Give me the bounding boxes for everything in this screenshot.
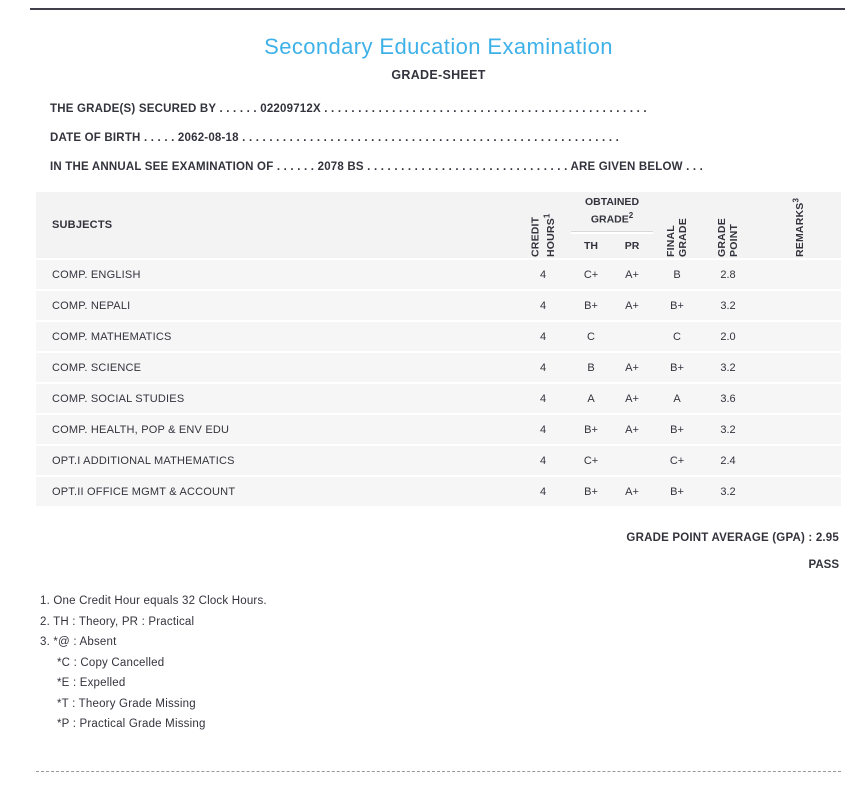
theory-grade-cell: B xyxy=(571,353,611,382)
practical-grade-cell xyxy=(611,446,653,475)
dots: . . . . . . xyxy=(219,103,257,115)
table-row xyxy=(36,353,841,382)
dots: . . . . . . . . . . . . . . . . . . . . . . . . . . . . . . . . . . . . . . . . . . . . . . . . xyxy=(324,103,647,115)
theory-grade-cell: C+ xyxy=(571,260,611,289)
remarks-cell xyxy=(755,477,841,506)
footnote-copy-cancelled: *C : Copy Cancelled xyxy=(57,656,165,669)
credit-hours-column-header xyxy=(515,192,571,258)
date-of-birth-label: DATE OF BIRTH xyxy=(50,132,141,144)
grades-table xyxy=(36,190,841,508)
dots: . . . . . . . . . . . . . . . . . . . . . . . . . . . . . . . . . . . . . . . . . . . . . . . . . . . . . . . . xyxy=(242,132,620,144)
final-grade-cell: B xyxy=(653,260,701,289)
practical-grade-cell: A+ xyxy=(611,260,653,289)
credit-hours-cell: 4 xyxy=(515,260,571,289)
subject-cell: COMP. HEALTH, POP & ENV EDU xyxy=(36,415,515,444)
remarks-cell xyxy=(755,322,841,351)
table-row xyxy=(36,477,841,506)
practical-grade-cell: A+ xyxy=(611,291,653,320)
subject-cell: COMP. MATHEMATICS xyxy=(36,322,515,351)
footnote-expelled: *E : Expelled xyxy=(57,677,126,689)
practical-grade-cell xyxy=(611,322,653,351)
theory-grade-cell: B+ xyxy=(571,415,611,444)
table-row xyxy=(36,415,841,444)
theory-grade-cell: B+ xyxy=(571,291,611,320)
grade-point-cell: 2.8 xyxy=(701,260,755,289)
remarks-cell xyxy=(755,384,841,413)
are-given-below-label: ARE GIVEN BELOW . . . xyxy=(570,161,704,173)
gpa-summary: GRADE POINT AVERAGE (GPA) : 2.95 xyxy=(626,532,839,544)
grade-point-cell: 3.2 xyxy=(701,353,755,382)
practical-grade-cell: A+ xyxy=(611,384,653,413)
grades-secured-line xyxy=(36,102,841,116)
footnote-credit-hours: 1. One Credit Hour equals 32 Clock Hours. xyxy=(40,595,267,607)
subject-cell: COMP. NEPALI xyxy=(36,291,515,320)
remarks-cell xyxy=(755,291,841,320)
footnotes xyxy=(36,591,841,735)
credit-hours-cell: 4 xyxy=(515,446,571,475)
grades-secured-label: THE GRADE(S) SECURED BY xyxy=(50,103,217,115)
subject-cell: OPT.I ADDITIONAL MATHEMATICS xyxy=(36,446,515,475)
grade-point-cell: 3.2 xyxy=(701,477,755,506)
credit-hours-cell: 4 xyxy=(515,477,571,506)
theory-grade-cell: B+ xyxy=(571,477,611,506)
remarks-column-header xyxy=(755,192,841,258)
grade-point-column-header xyxy=(701,192,755,258)
practical-grade-cell: A+ xyxy=(611,415,653,444)
grade-point-cell: 3.2 xyxy=(701,415,755,444)
dots: . . . . . . . . . . . . . . . . . . . . . . . . . . . . . . xyxy=(367,161,568,173)
footnote-practical-missing: *P : Practical Grade Missing xyxy=(57,718,206,730)
examination-label: IN THE ANNUAL SEE EXAMINATION OF xyxy=(50,161,274,173)
remarks-cell xyxy=(755,260,841,289)
dots: . . . . . xyxy=(143,132,175,144)
subject-cell: COMP. SCIENCE xyxy=(36,353,515,382)
subjects-column-header: SUBJECTS xyxy=(36,192,515,258)
footnote-theory-missing: *T : Theory Grade Missing xyxy=(57,697,196,710)
table-row xyxy=(36,260,841,289)
credit-hours-cell: 4 xyxy=(515,291,571,320)
examination-year-line xyxy=(36,160,841,174)
symbol-number-value: 02209712X xyxy=(260,103,321,115)
final-grade-cell: A xyxy=(653,384,701,413)
footnote-th-pr: 2. TH : Theory, PR : Practical xyxy=(40,615,195,628)
subject-cell: OPT.II OFFICE MGMT & ACCOUNT xyxy=(36,477,515,506)
final-grade-column-header xyxy=(653,192,701,258)
final-grade-cell: C+ xyxy=(653,446,701,475)
final-grade-cell: C xyxy=(653,322,701,351)
credit-hours-cell: 4 xyxy=(515,384,571,413)
final-grade-cell: B+ xyxy=(653,477,701,506)
grade-point-cell: 2.0 xyxy=(701,322,755,351)
theory-grade-cell: A xyxy=(571,384,611,413)
remarks-rotated-label: REMARKS$^3$ xyxy=(791,197,806,257)
grade-point-cell: 3.6 xyxy=(701,384,755,413)
credit-hours-cell: 4 xyxy=(515,353,571,382)
remarks-cell xyxy=(755,446,841,475)
dots: . . . . . . xyxy=(276,161,315,173)
credit-hours-rotated-label: CREDIT HOURS$^1$ xyxy=(529,213,557,257)
practical-subcolumn-header: PR xyxy=(611,234,653,258)
date-of-birth-value: 2062-08-18 xyxy=(177,132,239,144)
table-row xyxy=(36,446,841,475)
grade-point-cell: 3.2 xyxy=(701,291,755,320)
theory-grade-cell: C+ xyxy=(571,446,611,475)
info-lines xyxy=(36,102,841,174)
credit-hours-cell: 4 xyxy=(515,415,571,444)
grades-table-body xyxy=(36,260,841,506)
subject-cell: COMP. SOCIAL STUDIES xyxy=(36,384,515,413)
table-row xyxy=(36,291,841,320)
table-row xyxy=(36,384,841,413)
table-row xyxy=(36,322,841,351)
result-status: PASS xyxy=(808,559,839,571)
final-grade-cell: B+ xyxy=(653,415,701,444)
theory-subcolumn-header: TH xyxy=(571,234,611,258)
subject-cell: COMP. ENGLISH xyxy=(36,260,515,289)
examination-year-value: 2078 BS xyxy=(317,161,364,173)
final-grade-cell: B+ xyxy=(653,291,701,320)
final-grade-rotated-label: FINAL GRADE xyxy=(665,218,689,257)
footnote-absent: 3. *@ : Absent xyxy=(40,636,117,648)
page-subtitle: GRADE-SHEET xyxy=(391,68,486,82)
page-title: Secondary Education Examination xyxy=(264,34,613,59)
remarks-cell xyxy=(755,353,841,382)
credit-hours-cell: 4 xyxy=(515,322,571,351)
practical-grade-cell: A+ xyxy=(611,353,653,382)
grade-point-cell: 2.4 xyxy=(701,446,755,475)
date-of-birth-line xyxy=(36,131,841,145)
grades-table-header xyxy=(36,192,841,258)
theory-grade-cell: C xyxy=(571,322,611,351)
final-grade-cell: B+ xyxy=(653,353,701,382)
grade-sheet-page xyxy=(30,8,845,772)
practical-grade-cell: A+ xyxy=(611,477,653,506)
obtained-grade-column-header: OBTAINED GRADE$^2$ xyxy=(571,192,653,232)
grade-point-rotated-label: GRADE POINT xyxy=(716,218,740,257)
remarks-cell xyxy=(755,415,841,444)
bottom-dashed-separator xyxy=(36,771,841,772)
